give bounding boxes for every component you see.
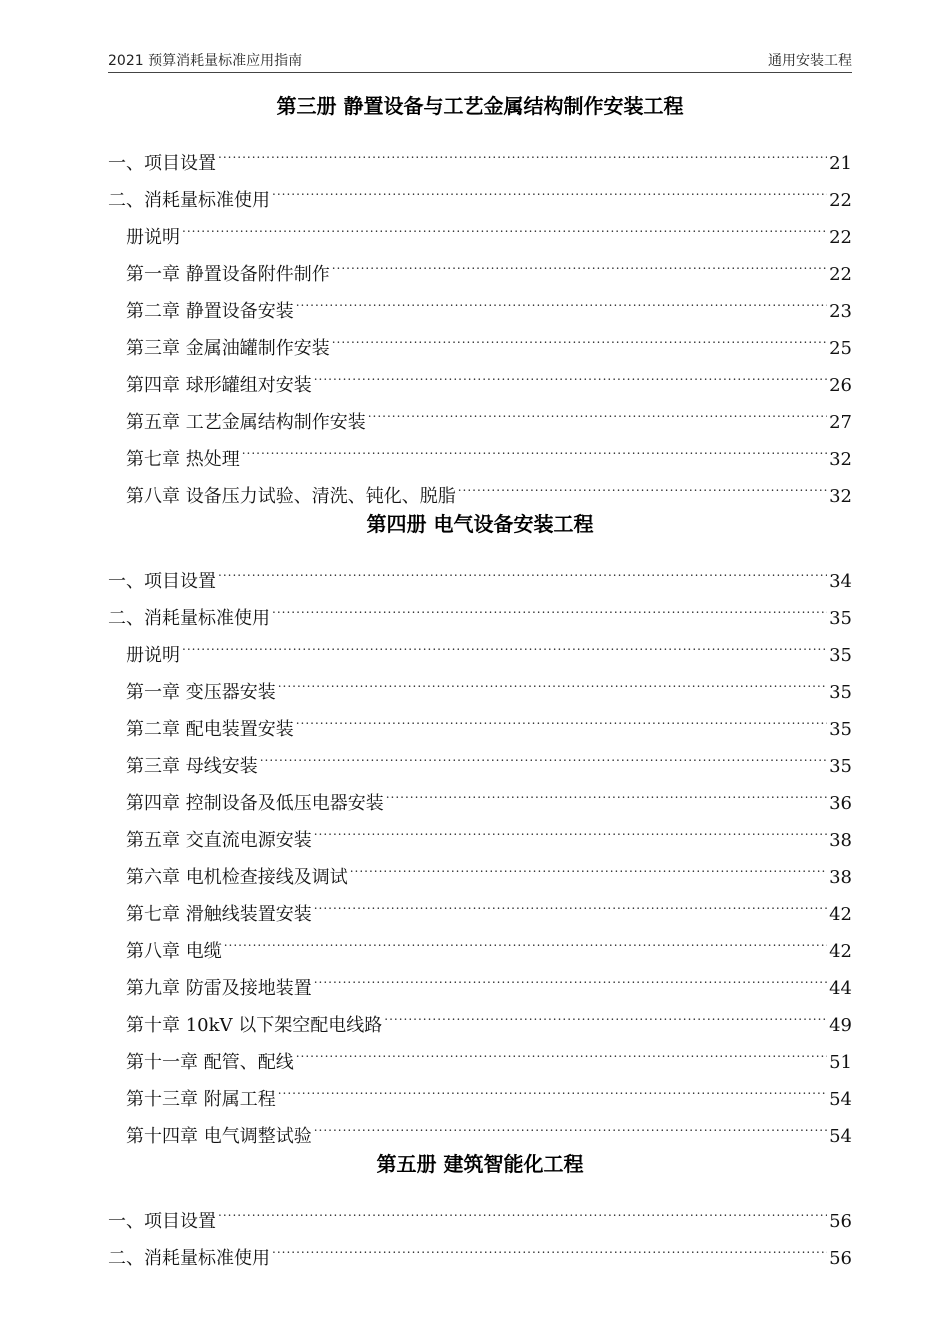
- dot-leader: [224, 920, 827, 957]
- toc-entry-page: 22: [829, 190, 852, 211]
- toc-entry[interactable]: [108, 624, 852, 666]
- dot-leader: [350, 846, 827, 883]
- toc-entry[interactable]: [108, 550, 852, 592]
- dot-leader: [182, 624, 827, 661]
- toc-entry-page: 35: [829, 608, 852, 629]
- dot-leader: [296, 698, 827, 735]
- toc-entry-label: 一、项目设置: [108, 153, 216, 174]
- toc-entry-page: 56: [829, 1248, 852, 1269]
- toc-entry-page: 34: [829, 571, 852, 592]
- toc-entry-label: 第八章 设备压力试验、清洗、钝化、脱脂: [126, 486, 456, 507]
- volume-5-title: 第五册 建筑智能化工程: [376, 1152, 584, 1176]
- toc-entry-page: 23: [829, 301, 852, 322]
- toc-entry-label: 第七章 滑触线装置安装: [126, 904, 312, 925]
- dot-leader: [314, 1105, 827, 1142]
- toc-entry-page: 51: [829, 1052, 852, 1073]
- toc-entry[interactable]: [108, 243, 852, 285]
- toc-entry-page: 44: [829, 978, 852, 999]
- dot-leader: [384, 994, 827, 1031]
- toc-entry-label: 二、消耗量标准使用: [108, 608, 270, 629]
- toc-entry-page: 56: [829, 1211, 852, 1232]
- dot-leader: [386, 772, 827, 809]
- dot-leader: [218, 1190, 827, 1227]
- toc-entry-page: 35: [829, 682, 852, 703]
- toc-entry-label: 一、项目设置: [108, 571, 216, 592]
- toc-entry-page: 38: [829, 830, 852, 851]
- dot-leader: [272, 1227, 827, 1264]
- toc-entry-page: 42: [829, 904, 852, 925]
- volume-3-title: 第三册 静置设备与工艺金属结构制作安装工程: [276, 94, 684, 118]
- header-section-title: 通用安装工程: [768, 53, 852, 69]
- dot-leader: [368, 391, 827, 428]
- toc-entry[interactable]: [108, 132, 852, 174]
- table-of-contents: [108, 84, 852, 1269]
- toc-entry-page: 32: [829, 449, 852, 470]
- page-header: [108, 46, 852, 73]
- toc-entry-label: 第九章 防雷及接地装置: [126, 978, 312, 999]
- toc-entry-page: 54: [829, 1089, 852, 1110]
- dot-leader: [278, 661, 827, 698]
- dot-leader: [272, 587, 827, 624]
- toc-entry-page: 22: [829, 264, 852, 285]
- dot-leader: [314, 354, 827, 391]
- toc-entry-page: 22: [829, 227, 852, 248]
- toc-entry-page: 54: [829, 1126, 852, 1147]
- dot-leader: [314, 957, 827, 994]
- toc-entry-label: 第二章 静置设备安装: [126, 301, 294, 322]
- toc-entry-label: 一、项目设置: [108, 1211, 216, 1232]
- dot-leader: [278, 1068, 827, 1105]
- dot-leader: [314, 883, 827, 920]
- toc-entry-label: 二、消耗量标准使用: [108, 1248, 270, 1269]
- toc-entry-page: 32: [829, 486, 852, 507]
- toc-entry-label: 第五章 交直流电源安装: [126, 830, 312, 851]
- toc-entry-page: 49: [829, 1015, 852, 1036]
- toc-entry-label: 第七章 热处理: [126, 449, 240, 470]
- dot-leader: [260, 735, 827, 772]
- toc-entry[interactable]: [108, 206, 852, 248]
- volume-4-title: 第四册 电气设备安装工程: [366, 512, 594, 536]
- toc-entry-page: 38: [829, 867, 852, 888]
- toc-entry[interactable]: [108, 587, 852, 629]
- toc-entry-page: 42: [829, 941, 852, 962]
- toc-entry-label: 第一章 静置设备附件制作: [126, 264, 330, 285]
- toc-entry-page: 35: [829, 756, 852, 777]
- toc-entry-page: 21: [829, 153, 852, 174]
- toc-entry-label: 二、消耗量标准使用: [108, 190, 270, 211]
- toc-entry-page: 27: [829, 412, 852, 433]
- toc-entry-page: 26: [829, 375, 852, 396]
- toc-entry-page: 35: [829, 645, 852, 666]
- toc-entry[interactable]: [108, 1227, 852, 1269]
- toc-entry-page: 36: [829, 793, 852, 814]
- toc-entry-label: 第四章 球形罐组对安装: [126, 375, 312, 396]
- toc-entry-page: 35: [829, 719, 852, 740]
- dot-leader: [218, 132, 827, 169]
- dot-leader: [458, 465, 827, 502]
- toc-entry-label: 第一章 变压器安装: [126, 682, 276, 703]
- toc-entry-label: 第二章 配电装置安装: [126, 719, 294, 740]
- toc-entry[interactable]: [108, 169, 852, 211]
- toc-entry-label: 第八章 电缆: [126, 941, 222, 962]
- toc-entry-label: 第十三章 附属工程: [126, 1089, 276, 1110]
- toc-entry-label: 册说明: [126, 227, 180, 248]
- toc-entry-label: 第十一章 配管、配线: [126, 1052, 294, 1073]
- toc-entry-label: 第六章 电机检查接线及调试: [126, 867, 348, 888]
- toc-entry[interactable]: [108, 1190, 852, 1232]
- header-document-title: 2021 预算消耗量标准应用指南: [108, 53, 303, 69]
- toc-entry-label: 第三章 金属油罐制作安装: [126, 338, 330, 359]
- toc-entry-label: 册说明: [126, 645, 180, 666]
- dot-leader: [332, 243, 827, 280]
- dot-leader: [242, 428, 827, 465]
- dot-leader: [182, 206, 827, 243]
- dot-leader: [272, 169, 827, 206]
- dot-leader: [314, 809, 827, 846]
- toc-entry-label: 第四章 控制设备及低压电器安装: [126, 793, 384, 814]
- toc-entry-label: 第十章 10kV 以下架空配电线路: [126, 1015, 383, 1036]
- toc-entry-label: 第五章 工艺金属结构制作安装: [126, 412, 366, 433]
- toc-entry[interactable]: [108, 661, 852, 703]
- dot-leader: [296, 1031, 827, 1068]
- dot-leader: [218, 550, 827, 587]
- dot-leader: [332, 317, 827, 354]
- toc-entry-label: 第三章 母线安装: [126, 756, 258, 777]
- dot-leader: [296, 280, 827, 317]
- toc-entry-label: 第十四章 电气调整试验: [126, 1126, 312, 1147]
- toc-entry-page: 25: [829, 338, 852, 359]
